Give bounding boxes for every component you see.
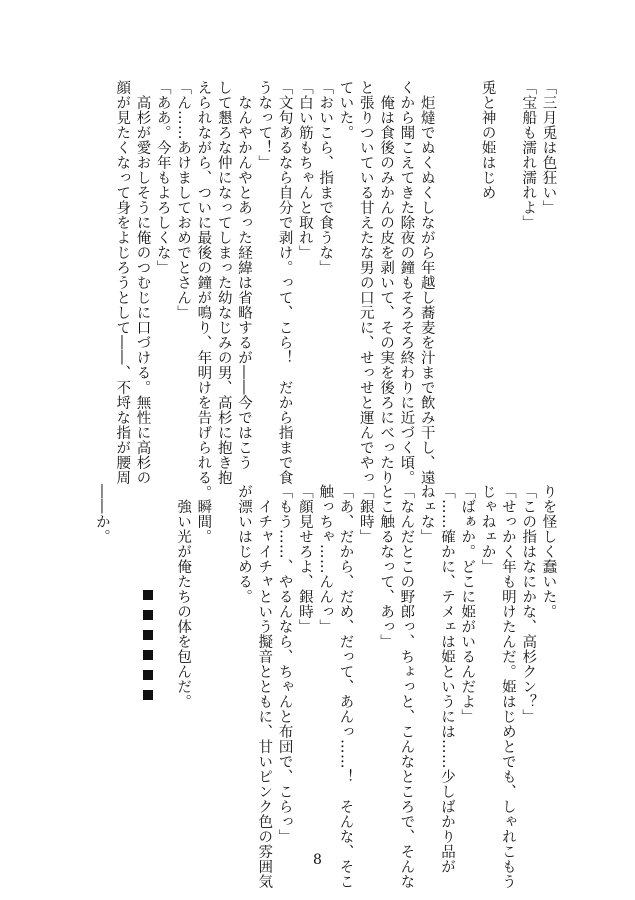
text-line: 「……確かに、テメェは姫というには……少しばかり品が <box>439 484 455 874</box>
text-line: 「三月兎は色狂い」 <box>540 80 557 215</box>
text-line: イチャイチャという擬音とともに、甘いピンク色の雰囲気 <box>256 484 273 889</box>
text-line: 「ばぁか。どこに姫がいるんだよ」 <box>459 484 476 724</box>
text-line: なんやかんやとあった経緯は省略するが――今ではこう <box>236 80 252 470</box>
text-line: 兎と神の姫はじめ <box>479 80 496 200</box>
text-line: 顔が見たくなって身をよじろうとして――、不埒な指が腰周 <box>114 80 131 485</box>
censor-square <box>143 690 153 700</box>
censor-square <box>143 610 153 620</box>
censor-square <box>143 650 153 660</box>
text-line: 「あ、だから、だめ、だって、あんっ……！ そんな、そこ <box>337 484 354 889</box>
censor-square <box>143 590 153 600</box>
text-line: じゃねェか」 <box>479 484 496 574</box>
text-line: 「この指はなにかな、高杉クン？」 <box>520 484 537 724</box>
censor-square <box>143 670 153 680</box>
text-line: くから聞こえてきた除夜の鐘もそろそろ終わりに近づく頃。 <box>398 80 415 485</box>
text-line: 炬燵でぬくぬくしながら年越し蕎麦を汁まで飲み干し、遠 <box>418 80 435 485</box>
text-line: 「ああ。今年もよろしくな」 <box>154 80 171 275</box>
text-line: 俺は食後のみかんの皮を剥いて、その実を後ろにべったり <box>378 80 395 485</box>
text-line: とこ触るなって、あっ」 <box>378 484 395 649</box>
text-line: りを怪しく蠢いた。 <box>540 484 557 619</box>
text-line: が漂いはじめる。 <box>236 484 252 604</box>
censor-square <box>143 630 153 640</box>
text-line: 「もう……、やるんなら、ちゃんと布団で、こらっ」 <box>276 484 293 844</box>
text-line: 「文句あるなら自分で剥け。って、こら！ だから指まで食 <box>276 80 293 485</box>
text-line: うなって！」 <box>256 80 273 170</box>
text-line: ――か。 <box>93 484 110 544</box>
text-line: 高杉が愛おしそうに俺のつむじに口づける。無性に高杉の <box>134 80 151 485</box>
text-line: と張りついている甘えたな男の口元に、せっせと運んでやっ <box>357 80 374 485</box>
text-line: ねェな」 <box>418 484 435 544</box>
text-line: 「ん……あけましておめでとさん」 <box>175 80 192 320</box>
text-line: 触っちゃ……んんっ」 <box>317 484 334 634</box>
text-line: ていた。 <box>337 80 354 140</box>
text-line: 「顔見せろよ、銀時」 <box>296 484 313 634</box>
text-line: えられながら、ついに最後の鐘が鳴り、年明けを告げられる。 <box>195 80 212 500</box>
page-number: 8 <box>313 852 322 868</box>
text-line: 瞬間。 <box>195 484 212 544</box>
text-line: 「銀時」 <box>357 484 374 544</box>
text-line: 「おいこら、指まで食うな」 <box>317 80 334 275</box>
censor-squares <box>143 590 159 710</box>
text-line: 「なんだとこの野郎っ、ちょっと、こんなところで、そんな <box>398 484 415 889</box>
text-line: 「せっかく年も明けたんだ。姫はじめとでも、しゃれこもう <box>499 484 516 889</box>
text-line: して懇ろな仲になってしまった幼なじみの男、高杉に抱き抱 <box>215 80 232 485</box>
text-line: 「宝船も濡れ濡れよ」 <box>520 80 537 230</box>
text-line: 強い光が俺たちの体を包んだ。 <box>175 484 192 709</box>
text-line: 「白い筋もちゃんと取れ」 <box>296 80 313 260</box>
